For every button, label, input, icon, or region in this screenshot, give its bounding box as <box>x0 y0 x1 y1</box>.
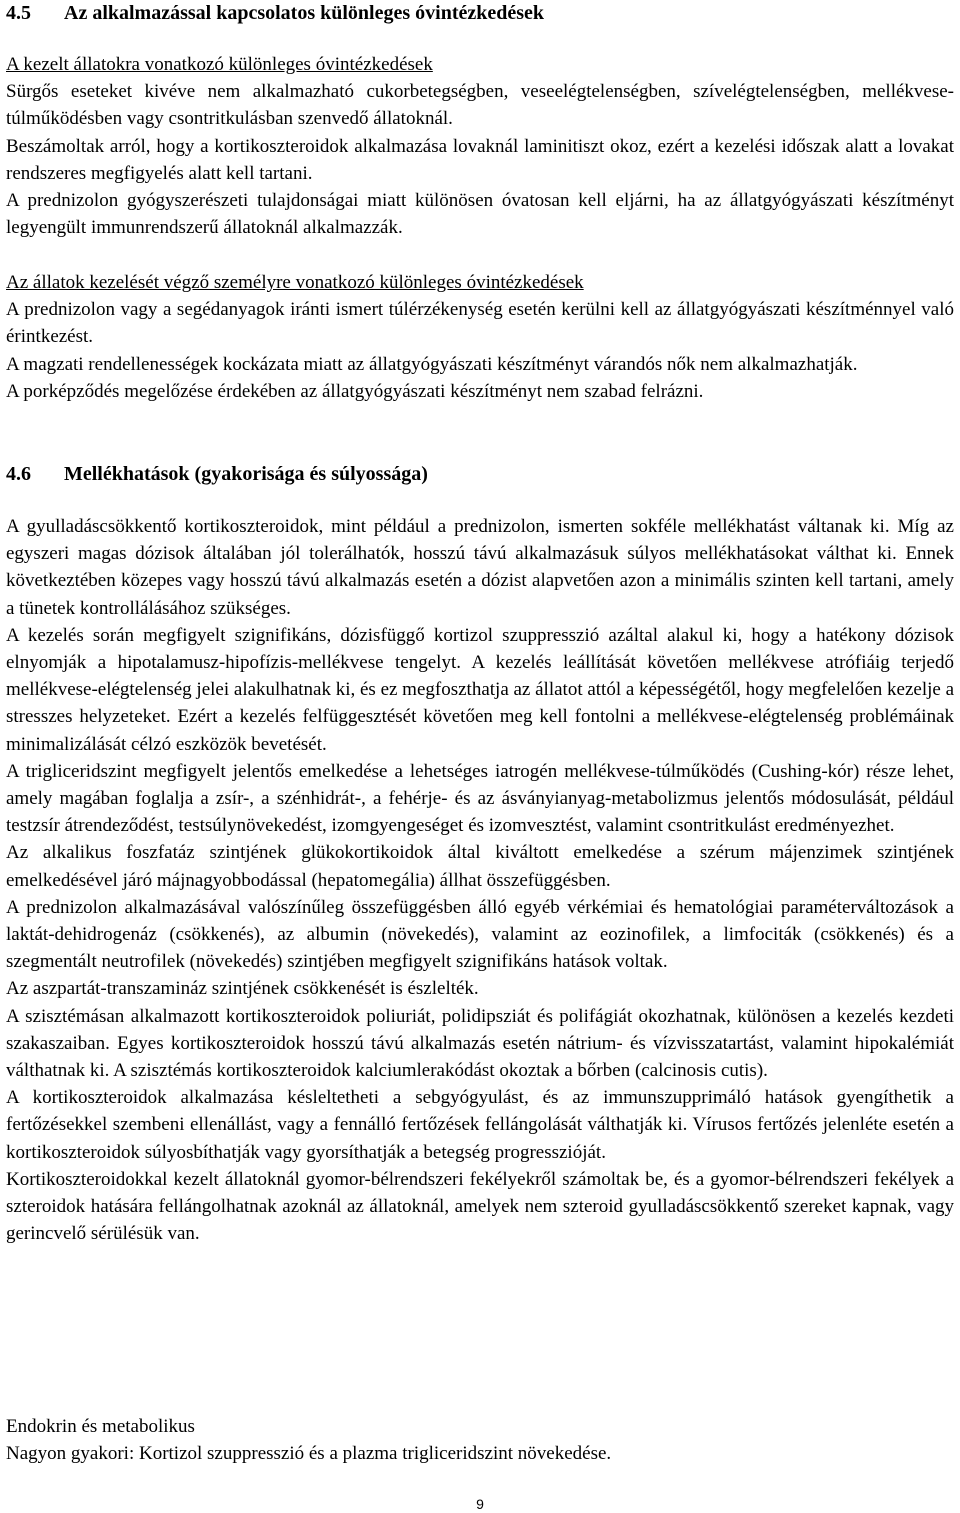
paragraph: A gyulladáscsökkentő kortikoszteroidok, mint például a prednizolon, ismerten sokféle mellékhatást váltanak ki. Míg az egyszeri magas dózisok általában jól tolerálhatók, hosszú távú alkalmazásuk súlyos mellékhatásokat válthat ki. Ennek következtében közepes vagy hosszú távú alkalmazás esetén a dózist alapvetően azon a minimális szinten kell tartani, amely a tünetek kontrollálásához szükséges. <box>6 516 954 619</box>
paragraph: A kortikoszteroidok alkalmazása késleltetheti a sebgyógyulást, és az immunszupprimáló hatások gyengíthetik a fertőzésekkel szembeni ellenállást, vagy a fennálló fertőzések fellángolását válthatják ki. Vírusos fertőzés jelenléte esetén a kortikoszteroidok súlyosbíthatják vagy gyorsíthatják a betegség progresszióját. <box>6 1087 954 1163</box>
paragraph: A kezelés során megfigyelt szignifikáns, dózisfüggő kortizol szuppresszió azáltal alakul ki, hogy a hatékony dózisok elnyomják a hipotalamusz-hipofízis-mellékvese tengelyt. A kezelés leállítását követően mellékvese atrófiáig terjedő mellékvese-elégtelenség jelei alakulhatnak ki, és ez megfoszthatja az állatot attól a képességétől, hogy megfelelően kezelje a stresszes helyzeteket. Ezért a kezelés felfüggesztését követően meg kell fontolni a mellékvese-elégtelenség problémáinak minimalizálását célzó eszközök bevetését. <box>6 624 954 755</box>
section-4-5-number: 4.5 <box>6 2 31 24</box>
endocrine-heading: Endokrin és metabolikus <box>6 1416 195 1437</box>
paragraph: A trigliceridszint megfigyelt jelentős emelkedése a lehetséges iatrogén mellékvese-túlműködés (Cushing-kór) része lehet, amely magában foglalja a zsír-, a szénhidrát-, a fehérje- és az ásványianyag-metabolizmus jelentős módosulását, például testzsír átrendeződést, testsúlynövekedést, izomgyengeséget és izomvesztést, valamint csontritkulást eredményezhet. <box>6 760 954 837</box>
paragraph: A prednizolon gyógyszerészeti tulajdonságai miatt különösen óvatosan kell eljárni, ha az állatgyógyászati készítményt legyengült immunrendszerű állatoknál alkalmazzák. <box>6 190 954 239</box>
paragraph: Az aszpartát-transzamináz szintjének csökkenését is észlelték. <box>6 978 479 1000</box>
paragraph: A porképződés megelőzése érdekében az állatgyógyászati készítményt nem szabad felrázni. <box>6 380 704 402</box>
endocrine-block <box>6 1413 954 1467</box>
paragraph: Sürgős eseteket kivéve nem alkalmazható cukorbetegségben, veseelégtelenségben, szívelégtelenségben, mellékvese-túlműködésben vagy csontritkulásban szenvedő állatoknál. <box>6 81 954 130</box>
animal-precautions-subheading: A kezelt állatokra vonatkozó különleges óvintézkedések <box>6 54 433 75</box>
paragraph: Kortikoszteroidokkal kezelt állatoknál gyomor-bélrendszeri fekélyekről számoltak be, és a gyomor-bélrendszeri fekélyek a szteroidok hatására fellángolhatnak azoknál az állatoknál, amelyek nem szteroid gyulladáscsökkentő szereket kapnak, vagy gerincvelő sérülésük van. <box>6 1168 954 1245</box>
operator-precautions-subheading: Az állatok kezelését végző személyre vonatkozó különleges óvintézkedések <box>6 272 584 293</box>
section-4-6-number: 4.6 <box>6 463 31 485</box>
section-4-5-heading <box>6 0 544 26</box>
paragraph: Az alkalikus foszfatáz szintjének glükokortikoidok által kiváltott emelkedése a szérum májenzimek szintjének emelkedésével járó májnagyobbodással (hepatomegália) állhat összefüggésben. <box>6 842 954 891</box>
section-4-6-heading <box>6 461 428 487</box>
paragraph: A prednizolon alkalmazásával valószínűleg összefüggésben álló egyéb vérkémiai és hematológiai paraméterváltozások a laktát-dehidrogenáz (csökkenés), az albumin (növekedés), valamint az eozinofilek, a limfociták (csökkenés) és a szegmentált neutrofilek (növekedés) szintjében megfigyelt szignifikáns hatások voltak. <box>6 896 954 973</box>
operator-precautions-block <box>6 269 954 405</box>
page-number: 9 <box>476 1496 484 1512</box>
paragraph: A magzati rendellenességek kockázata miatt az állatgyógyászati készítményt várandós nők nem alkalmazhatják. <box>6 353 858 375</box>
section-4-5-title: Az alkalmazással kapcsolatos különleges óvintézkedések <box>64 2 545 24</box>
paragraph: A szisztémásan alkalmazott kortikoszteroidok poliuriát, polidipsziát és polifágiát okozhatnak, különösen a kezelés kezdeti szakaszaiban. Egyes kortikoszteroidok hosszú távú alkalmazás esetén nátrium- és vízvisszatartást, valamint hipokalémiát válthatnak ki. A szisztémás kortikoszteroidok kalciumlerakódást okoztak a bőrben (calcinosis cutis). <box>6 1005 954 1082</box>
animal-precautions-block <box>6 51 954 241</box>
adverse-effects-block <box>6 513 954 1247</box>
paragraph: A prednizolon vagy a segédanyagok iránti ismert túlérzékenység esetén kerülni kell az állatgyógyászati készítménnyel való érintkezést. <box>6 299 954 348</box>
paragraph: Beszámoltak arról, hogy a kortikoszteroidok alkalmazása lovaknál laminitiszt okoz, ezért a kezelési időszak alatt a lovakat rendszeres megfigyelés alatt kell tartani. <box>6 135 954 184</box>
section-4-6-title: Mellékhatások (gyakorisága és súlyossága) <box>64 463 428 485</box>
endocrine-text: Nagyon gyakori: Kortizol szuppresszió és a plazma trigliceridszint növekedése. <box>6 1443 612 1465</box>
